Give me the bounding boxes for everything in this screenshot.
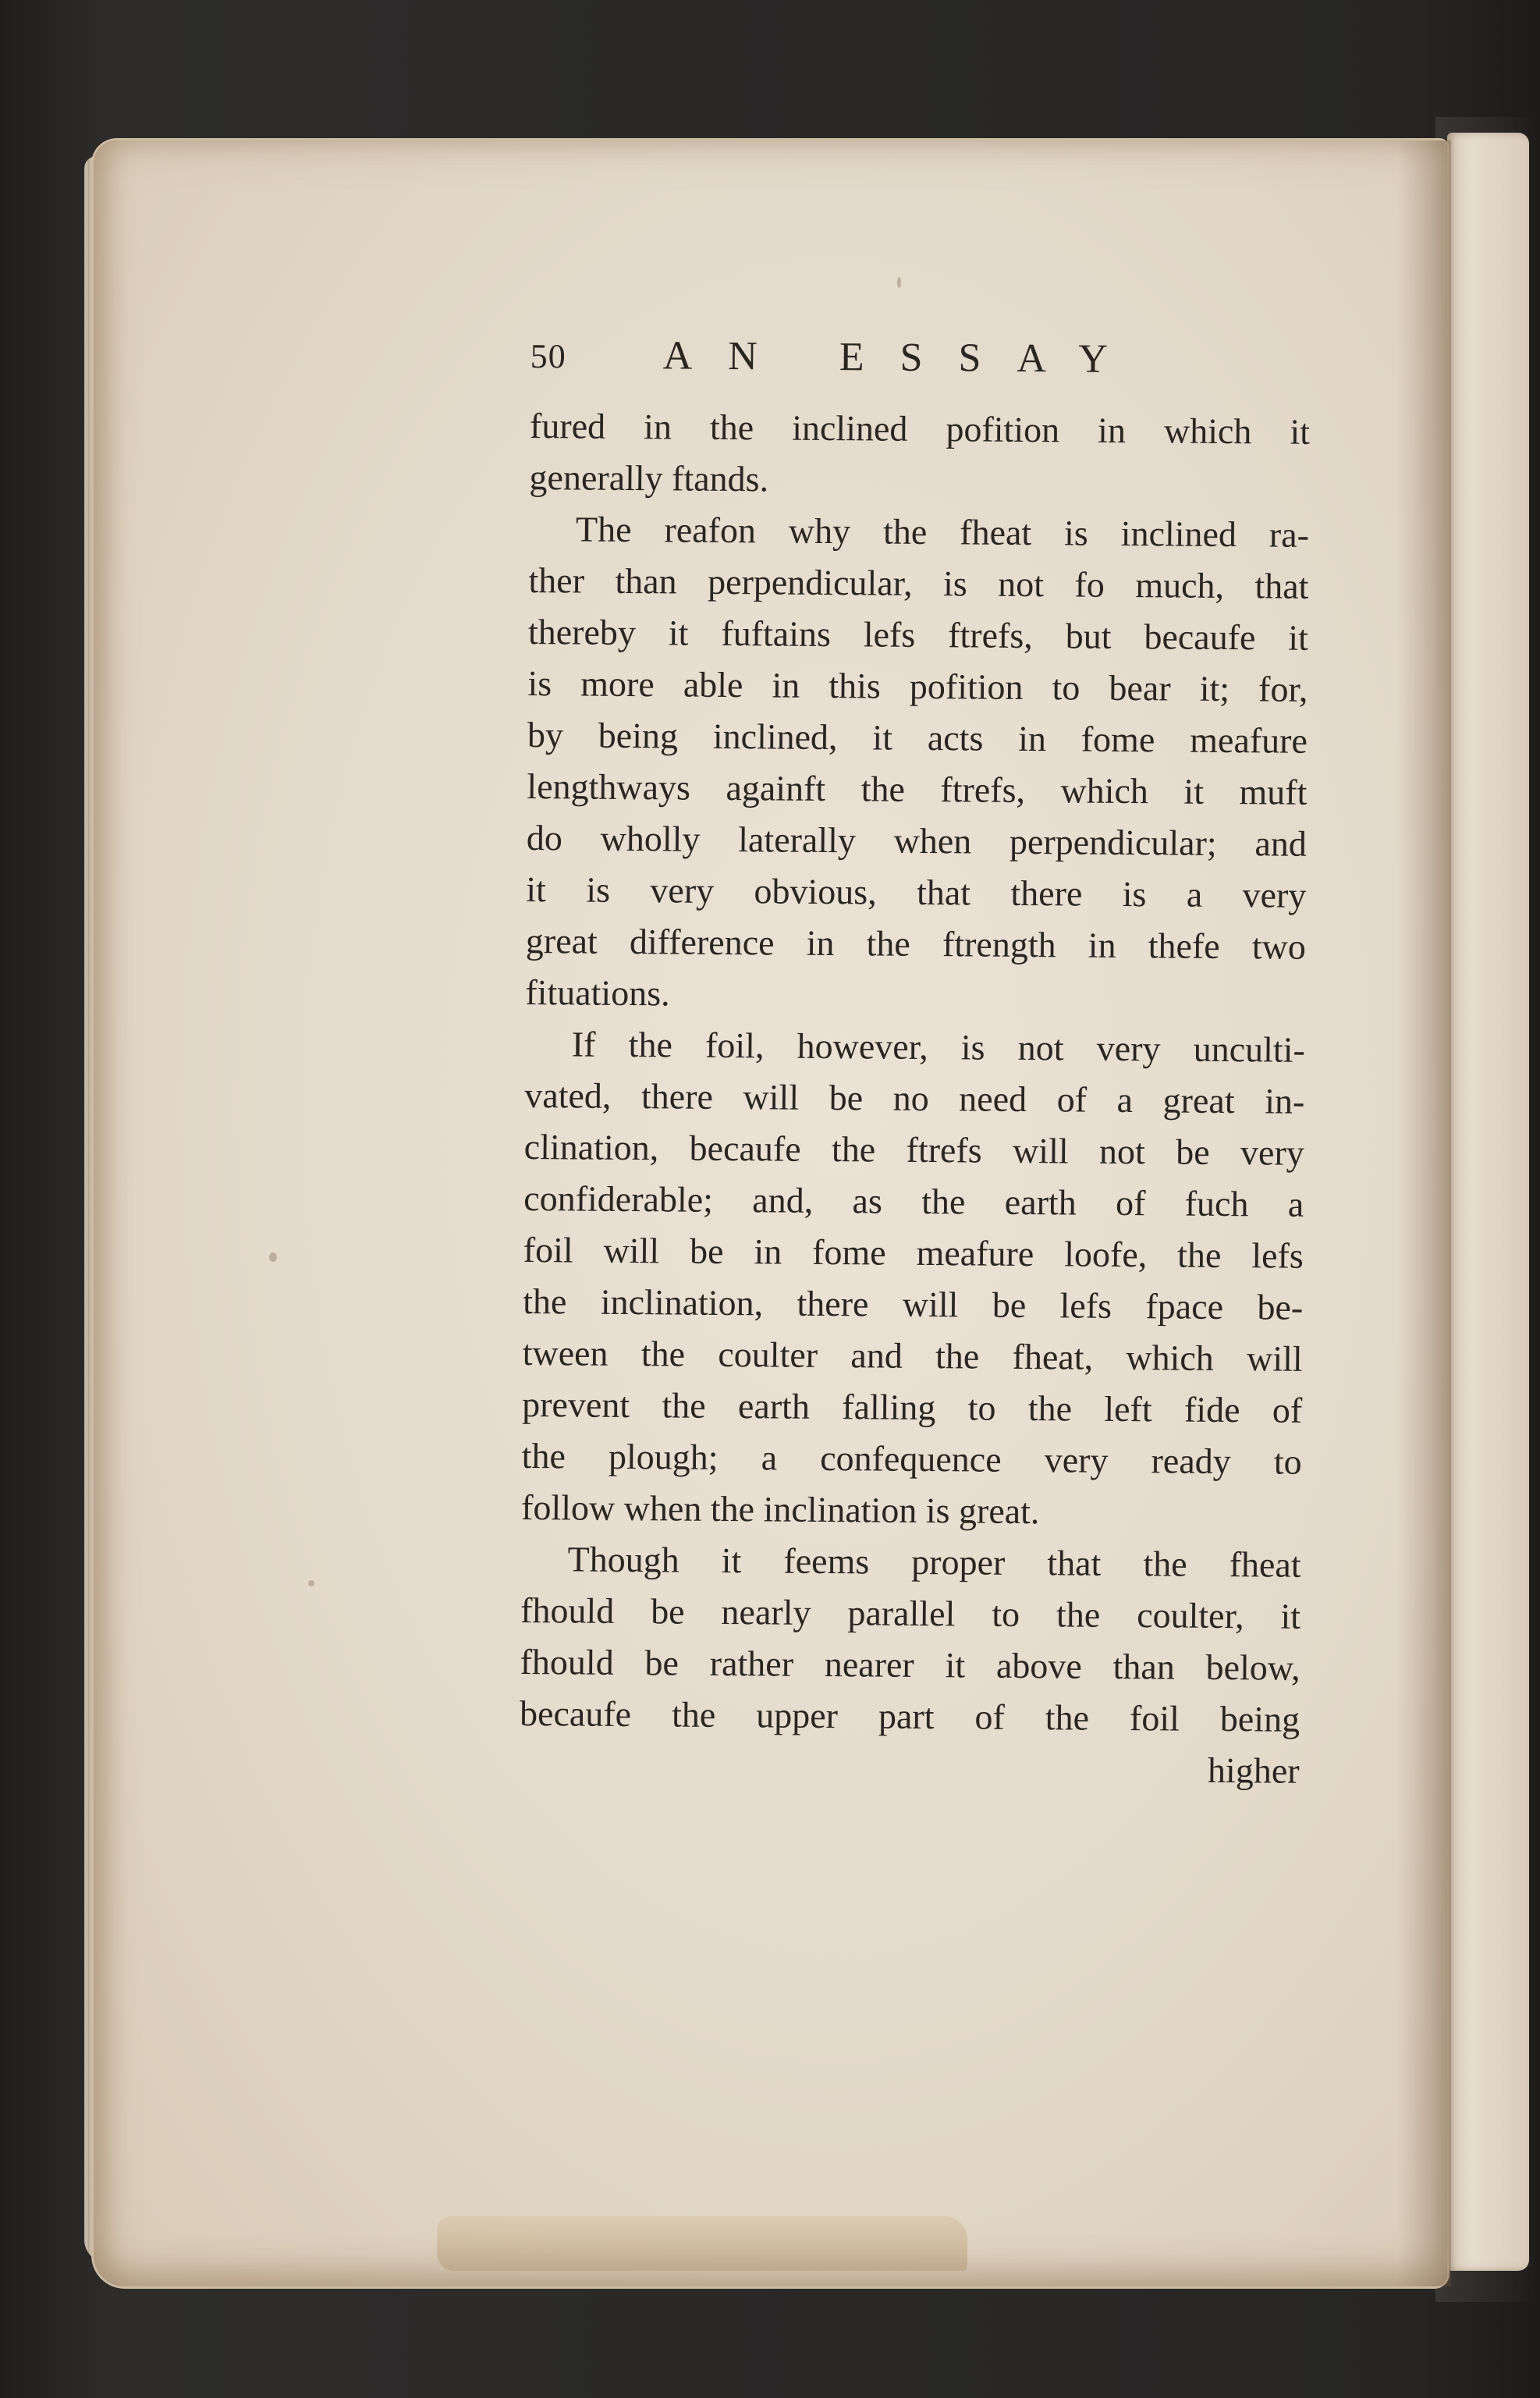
text-line: the plough; a confequence very ready to	[521, 1435, 1302, 1482]
text-line: confiderable; and, as the earth of fuch a	[523, 1178, 1304, 1224]
text-line: lengthways againft the ftrefs, which it muft	[527, 766, 1308, 812]
foxing-spot	[897, 277, 901, 288]
text-line: foil will be in fome meafure loofe, the lefs	[523, 1229, 1304, 1276]
facing-page-edge	[1447, 133, 1529, 2271]
page-text	[519, 332, 1311, 1797]
catchword: higher	[1207, 1750, 1300, 1791]
text-line: is more able in this pofition to bear it; for,	[527, 663, 1308, 709]
page-header	[530, 332, 1311, 385]
text-line: tween the coulter and the fheat, which will	[522, 1332, 1303, 1379]
text-line: thereby it fuftains lefs ftrefs, but becaufe it	[527, 611, 1309, 658]
page-number: 50	[530, 336, 566, 376]
text-line: fhould be nearly parallel to the coulter, it	[520, 1590, 1301, 1636]
text-line: becaufe the upper part of the foil being	[519, 1693, 1300, 1739]
text-line: vated, there will be no need of a great in-	[524, 1075, 1305, 1121]
body-text	[520, 400, 1310, 1746]
text-line: prevent the earth falling to the left fide of	[522, 1384, 1303, 1430]
text-line: do wholly laterally when perpendicular; and	[526, 817, 1308, 864]
running-title: AN ESSAY	[662, 333, 1144, 382]
text-line: clination, becaufe the ftrefs will not be very	[523, 1126, 1304, 1173]
text-line: ther than perpendicular, is not fo much, that	[528, 560, 1309, 606]
text-line: Though it feems proper that the fheat	[567, 1539, 1301, 1585]
text-line: fured in the inclined pofition in which it	[529, 405, 1311, 452]
gutter-shadow	[1396, 140, 1451, 2286]
text-line: The reafon why the fheat is inclined ra-	[575, 509, 1310, 555]
text-line: generally ftands.	[529, 457, 769, 499]
text-line: fhould be rather nearer it above than below,	[520, 1641, 1300, 1688]
text-line: fituations.	[525, 972, 670, 1014]
text-line: follow when the inclination is great.	[520, 1487, 1040, 1532]
foxing-spot	[308, 1580, 314, 1586]
text-line: it is very obvious, that there is a very	[526, 869, 1307, 915]
page-tear	[437, 2216, 967, 2271]
text-line: great difference in the ftrength in thefe two	[525, 920, 1307, 967]
text-line: by being inclined, it acts in fome meafure	[527, 714, 1308, 761]
text-line: the inclination, there will be lefs fpace be-	[523, 1281, 1304, 1327]
text-line: If the foil, however, is not very unculti-	[571, 1024, 1306, 1070]
foxing-spot	[269, 1252, 277, 1262]
